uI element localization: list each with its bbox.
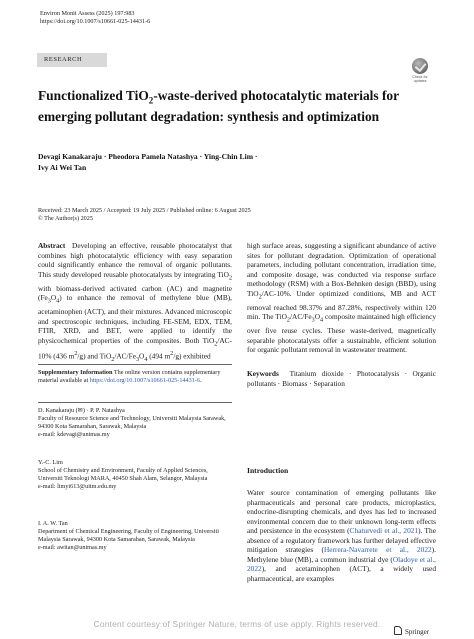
checkmark-icon (412, 58, 428, 74)
citation-link[interactable]: Oladoye et al., 2022 (247, 554, 436, 574)
affiliation-divider (38, 402, 232, 403)
check-badge-label: Check for updates (412, 75, 428, 84)
affiliation-block: I. A. W. Tan Department of Chemical Engineering, Faculty of Engineering, Universiti Malaysia Sarawak, 94300 Kota Samarahan, Sarawak, Malaysia e-mail: awitan@unimas.my (38, 520, 219, 552)
journal-header (40, 10, 150, 27)
affiliation-block: Y.-C. Lim School of Chemistry and Environment, Faculty of Applied Sciences, Universiti Teknologi MARA, 40450 Shah Alam, Selangor, Malaysia e-mail: limyi613@uitm.edu.my (38, 459, 208, 491)
publication-dates: Received: 23 March 2025 / Accepted: 19 July 2025 / Published online: 6 August 2025 © The Author(s) 2025 (38, 207, 251, 223)
springer-horse-icon (394, 626, 402, 635)
supplementary-info: Supplementary Information The online version contains supplementary material available at https://doi.org/10.1007/s10661-025-14431-6. (38, 369, 221, 385)
abstract-right: high surface areas, suggesting a significant abundance of active sites for pollutant degradation. Optimization of operational parameters, including pollutant concentration, irradiation time, and composite dosage, was conducted via response surface methodology (RSM) with a Box-Behnken design (BBD), using TiO$_2$/AC-10%. Under optimized conditions, MB and ACT removal reached 98.37% and 87.28%, respectively within 120 min. The $TiO_2/AC/Fe_3O_4$ composite maintained high efficiency over five reuse cycles. These waste-derived, magnetically separable photocatalysts offer a sustainable, efficient solution for organic pollutant removal in wastewater treatment. (247, 241, 437, 355)
publisher-logo: Springer (394, 626, 429, 636)
journal-citation: Environ Monit Assess (2025) 197:983 (40, 10, 135, 17)
citation-link[interactable]: Chaturvedi et al., 2021 (349, 526, 419, 536)
footnote-divider (38, 364, 232, 365)
introduction-heading: Introduction (247, 466, 289, 475)
journal-doi: https://doi.org/10.1007/s10661-025-14431-6 (40, 18, 151, 26)
article-type-tag: RESEARCH (37, 53, 107, 67)
affiliation-block: D. Kanakaraju (✉) · P. P. Natashya Faculty of Resource Science and Technology, Universiti Malaysia Sarawak, 94300 Kota Samarahan, Sarawak, Malaysia e-mail: kdevagi@unimas.my (38, 407, 226, 439)
article-title: Functionalized TiO$_2$-waste-derived photocatalytic materials for emerging pollutant degradation: synthesis and optimization (38, 88, 399, 125)
check-for-updates-badge[interactable] (406, 58, 434, 84)
courtesy-footer: Content courtesy of Springer Nature, terms of use apply. Rights reserved. (93, 619, 381, 629)
abstract-heading: Abstract (38, 241, 66, 250)
abstract-left: Abstract Developing an effective, reusable photocatalyst that combines high photocatalytic efficiency with easy separation could significantly enhance the removal of organic pollutants. This study developed reusable photocatalysts by integrating TiO$_2$ with biomass-derived activated carbon (AC) and magnetite $(Fe_3O_4)$ to enhance the removal of methylene blue (MB), acetaminophen (ACT), and their mixtures. Advanced microscopic and spectroscopic techniques, including FE-SEM, EDX, TEM, FTIR, XRD, and BET, were applied to identify the physicochemical properties of the composites. Both TiO$_2$/AC-10% (436 $m^2/g$) and $TiO_2/AC/Fe_3O_4$ (494 $m^2/g$) exhibited (38, 241, 232, 363)
keywords: Keywords Titanium dioxide · Photocatalysis · Organic pollutants · Biomass · Separation (247, 369, 437, 388)
introduction-text: Water source contamination of emerging pollutants like pharmaceuticals and personal care products, microplastics, endocrine-disrupting chemicals, and dyes has led to increased environmental concern due to their unknown long-term effects and persistence in the ecosystem (Chaturvedi et al., 2021). The absence of a regulatory framework has further delayed effective mitigation strategies (Herrera-Navarrete et al., 2022). Methylene blue (MB), a common industrial dye (Oladoye et al., 2022), and acetaminophen (ACT), a widely used pharmaceutical, are examples (247, 488, 436, 583)
keywords-heading: Keywords (247, 369, 279, 378)
citation-link[interactable]: Herrera-Navarrete et al., 2022 (324, 545, 432, 555)
author-list: Devagi Kanakaraju · Pheodora Pamela Natashya · Ying-Chin Lim · Ivy Ai Wei Tan (38, 152, 258, 172)
supplementary-link[interactable]: https://doi.org/10.1007/s10661-025-14431-6 (89, 377, 200, 385)
